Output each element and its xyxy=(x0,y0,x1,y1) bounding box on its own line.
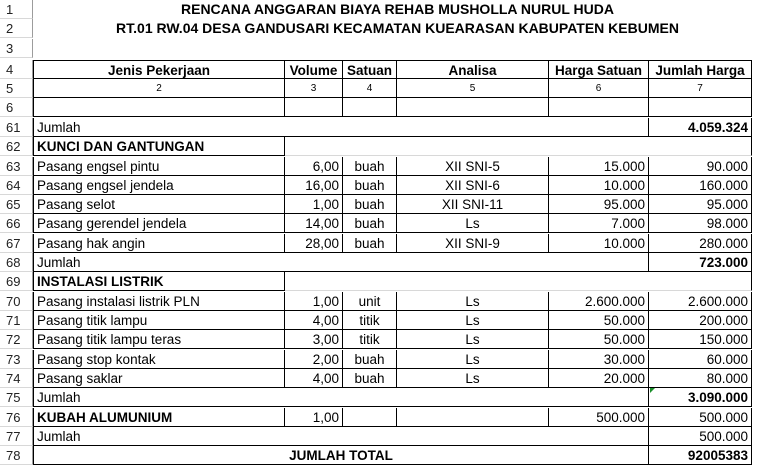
item-harga-satuan[interactable]: 95.000 xyxy=(549,195,649,214)
item-analisa[interactable]: XII SNI-6 xyxy=(397,176,549,195)
item-jenis[interactable]: Pasang selot xyxy=(33,195,285,214)
item-jumlah-harga[interactable]: 280.000 xyxy=(649,234,752,253)
item-harga-satuan[interactable]: 30.000 xyxy=(549,350,649,369)
item-harga-satuan[interactable]: 10.000 xyxy=(549,234,649,253)
item-jenis[interactable]: Pasang gerendel jendela xyxy=(33,214,285,233)
item-jenis[interactable]: Pasang engsel jendela xyxy=(33,176,285,195)
subtotal-label[interactable]: Jumlah xyxy=(33,253,649,272)
row-header[interactable]: 72 xyxy=(0,330,33,349)
item-volume[interactable]: 4,00 xyxy=(285,311,343,330)
sheet-row-76 xyxy=(0,408,762,427)
item-jumlah-harga[interactable]: 90.000 xyxy=(649,157,752,176)
row-header[interactable]: 68 xyxy=(0,253,33,272)
item-analisa[interactable]: XII SNI-5 xyxy=(397,157,549,176)
item-volume[interactable]: 4,00 xyxy=(285,369,343,388)
item-jenis[interactable]: Pasang titik lampu teras xyxy=(33,330,285,349)
grand-total-value[interactable]: 92005383 xyxy=(649,446,752,465)
item-analisa[interactable]: Ls xyxy=(397,214,549,233)
sheet-row-61 xyxy=(0,118,762,137)
header-number-analisa[interactable]: 5 xyxy=(397,79,549,98)
item-volume[interactable]: 1,00 xyxy=(285,408,343,427)
item-volume[interactable]: 28,00 xyxy=(285,234,343,253)
row-header[interactable]: 4 xyxy=(0,60,33,79)
header-number-jumlah-harga[interactable]: 7 xyxy=(649,79,752,98)
item-satuan[interactable]: buah xyxy=(343,350,397,369)
item-analisa[interactable]: Ls xyxy=(397,311,549,330)
sheet-row-67 xyxy=(0,234,762,253)
sheet-row-68 xyxy=(0,253,762,272)
sheet-row-62 xyxy=(0,137,762,156)
item-volume[interactable]: 1,00 xyxy=(285,292,343,311)
item-volume[interactable]: 1,00 xyxy=(285,195,343,214)
row-header[interactable]: 76 xyxy=(0,408,33,427)
header-number-harga-satuan[interactable]: 6 xyxy=(549,79,649,98)
cell-blank[interactable] xyxy=(397,98,549,117)
cell-blank[interactable] xyxy=(549,98,649,117)
cell-blank[interactable] xyxy=(285,98,343,117)
item-volume[interactable]: 16,00 xyxy=(285,176,343,195)
sheet-row-64 xyxy=(0,176,762,195)
item-satuan[interactable]: titik xyxy=(343,311,397,330)
sheet-row-5 xyxy=(0,79,762,98)
cell-blank[interactable] xyxy=(649,98,752,117)
title-line-2[interactable]: RT.01 RW.04 DESA GANDUSARI KECAMATAN KUEARASAN KABUPATEN KEBUMEN xyxy=(116,20,679,36)
item-analisa[interactable]: Ls xyxy=(397,292,549,311)
item-satuan[interactable]: buah xyxy=(343,214,397,233)
item-jenis[interactable]: Pasang saklar xyxy=(33,369,285,388)
sheet-row-6 xyxy=(0,98,762,117)
sheet-row-3 xyxy=(0,39,762,58)
item-analisa[interactable]: XII SNI-9 xyxy=(397,234,549,253)
item-jenis[interactable]: Pasang hak angin xyxy=(33,234,285,253)
header-jenis-pekerjaan[interactable]: Jenis Pekerjaan xyxy=(33,60,285,79)
sheet-row-4 xyxy=(0,60,762,79)
row-header[interactable]: 74 xyxy=(0,369,33,388)
row-header[interactable]: 71 xyxy=(0,311,33,330)
cell-blank[interactable] xyxy=(343,408,397,427)
header-number-volume[interactable]: 3 xyxy=(285,79,343,98)
item-satuan[interactable]: buah xyxy=(343,176,397,195)
item-satuan[interactable]: unit xyxy=(343,292,397,311)
item-harga-satuan[interactable]: 2.600.000 xyxy=(549,292,649,311)
item-volume[interactable]: 3,00 xyxy=(285,330,343,349)
row-header[interactable]: 2 xyxy=(0,19,33,38)
row-header[interactable]: 69 xyxy=(0,272,33,291)
item-jumlah-harga[interactable]: 150.000 xyxy=(649,330,752,349)
cell-blank[interactable] xyxy=(343,98,397,117)
item-jumlah-harga[interactable]: 200.000 xyxy=(649,311,752,330)
item-harga-satuan[interactable]: 7.000 xyxy=(549,214,649,233)
row-header[interactable]: 70 xyxy=(0,292,33,311)
item-harga-satuan[interactable]: 50.000 xyxy=(549,330,649,349)
item-jumlah-harga[interactable]: 2.600.000 xyxy=(649,292,752,311)
row-header[interactable]: 73 xyxy=(0,350,33,369)
item-analisa[interactable]: XII SNI-11 xyxy=(397,195,549,214)
sheet-row-71 xyxy=(0,311,762,330)
title-line-1[interactable]: RENCANA ANGGARAN BIAYA REHAB MUSHOLLA NURUL HUDA xyxy=(181,1,614,17)
item-jumlah-harga[interactable]: 98.000 xyxy=(649,214,752,233)
item-satuan[interactable]: buah xyxy=(343,157,397,176)
item-analisa[interactable]: Ls xyxy=(397,350,549,369)
item-jumlah-harga[interactable]: 500.000 xyxy=(649,408,752,427)
item-jenis[interactable]: Pasang stop kontak xyxy=(33,350,285,369)
item-satuan[interactable]: buah xyxy=(343,234,397,253)
header-jumlah-harga[interactable]: Jumlah Harga xyxy=(649,60,752,79)
row-header[interactable]: 62 xyxy=(0,137,33,156)
row-header[interactable]: 65 xyxy=(0,195,33,214)
item-jumlah-harga[interactable]: 80.000 xyxy=(649,369,752,388)
sheet-row-1 xyxy=(0,0,762,19)
row-header[interactable]: 63 xyxy=(0,157,33,176)
item-volume[interactable]: 2,00 xyxy=(285,350,343,369)
sheet-row-73 xyxy=(0,350,762,369)
header-number-satuan[interactable]: 4 xyxy=(343,79,397,98)
item-volume[interactable]: 6,00 xyxy=(285,157,343,176)
item-jenis[interactable]: Pasang instalasi listrik PLN xyxy=(33,292,285,311)
row-header[interactable]: 75 xyxy=(0,388,33,407)
subtotal-label[interactable]: Jumlah xyxy=(33,388,649,407)
item-harga-satuan[interactable]: 20.000 xyxy=(549,369,649,388)
row-header[interactable]: 61 xyxy=(0,118,33,137)
item-harga-satuan[interactable]: 10.000 xyxy=(549,176,649,195)
subtotal-label[interactable]: Jumlah xyxy=(33,118,649,137)
item-satuan[interactable]: buah xyxy=(343,369,397,388)
section-title[interactable]: INSTALASI LISTRIK xyxy=(33,272,285,291)
section-title[interactable]: KUNCI DAN GANTUNGAN xyxy=(33,137,285,156)
header-analisa[interactable]: Analisa xyxy=(397,60,549,79)
item-jenis[interactable]: Pasang titik lampu xyxy=(33,311,285,330)
item-jenis[interactable]: Pasang engsel pintu xyxy=(33,157,285,176)
subtotal-value[interactable]: 723.000 xyxy=(649,253,752,272)
item-jumlah-harga[interactable]: 95.000 xyxy=(649,195,752,214)
sheet-row-78 xyxy=(0,446,762,465)
row-header[interactable]: 78 xyxy=(0,446,33,465)
row-header[interactable]: 5 xyxy=(0,79,33,98)
subtotal-value[interactable]: 3.090.000 xyxy=(649,388,752,407)
sheet-row-77 xyxy=(0,427,762,446)
row-header[interactable]: 1 xyxy=(0,0,33,19)
row-header[interactable]: 66 xyxy=(0,214,33,233)
item-analisa[interactable]: Ls xyxy=(397,369,549,388)
row-header[interactable]: 6 xyxy=(0,98,33,117)
subtotal-value[interactable]: 500.000 xyxy=(649,427,752,446)
item-harga-satuan[interactable]: 50.000 xyxy=(549,311,649,330)
sheet-row-74 xyxy=(0,369,762,388)
item-analisa[interactable]: Ls xyxy=(397,330,549,349)
item-volume[interactable]: 14,00 xyxy=(285,214,343,233)
header-number-jenis[interactable]: 2 xyxy=(33,79,285,98)
sheet-row-2 xyxy=(0,19,762,38)
cell-blank[interactable] xyxy=(285,137,752,156)
row-header[interactable]: 67 xyxy=(0,234,33,253)
header-volume[interactable]: Volume xyxy=(285,60,343,79)
cell-blank[interactable] xyxy=(397,408,549,427)
header-satuan[interactable]: Satuan xyxy=(343,60,397,79)
row-header[interactable]: 3 xyxy=(0,39,33,58)
row-header[interactable]: 77 xyxy=(0,427,33,446)
sheet-row-65 xyxy=(0,195,762,214)
sheet-row-63 xyxy=(0,157,762,176)
item-harga-satuan[interactable]: 15.000 xyxy=(549,157,649,176)
item-jumlah-harga[interactable]: 60.000 xyxy=(649,350,752,369)
subtotal-value[interactable]: 4.059.324 xyxy=(649,118,752,137)
grand-total-label[interactable]: JUMLAH TOTAL xyxy=(33,446,649,465)
sheet-row-75 xyxy=(0,388,762,407)
row-header[interactable]: 64 xyxy=(0,176,33,195)
sheet-row-70 xyxy=(0,292,762,311)
item-harga-satuan[interactable]: 500.000 xyxy=(549,408,649,427)
item-satuan[interactable]: titik xyxy=(343,330,397,349)
cell-blank[interactable] xyxy=(33,98,285,117)
section-title[interactable]: KUBAH ALUMUNIUM xyxy=(33,408,285,427)
item-satuan[interactable]: buah xyxy=(343,195,397,214)
header-harga-satuan[interactable]: Harga Satuan xyxy=(549,60,649,79)
sheet-row-72 xyxy=(0,330,762,349)
sheet-row-66 xyxy=(0,214,762,233)
cell-blank[interactable] xyxy=(285,272,752,291)
sheet-row-69 xyxy=(0,272,762,291)
item-jumlah-harga[interactable]: 160.000 xyxy=(649,176,752,195)
subtotal-label[interactable]: Jumlah xyxy=(33,427,649,446)
cell-comment-indicator-icon xyxy=(650,388,655,393)
